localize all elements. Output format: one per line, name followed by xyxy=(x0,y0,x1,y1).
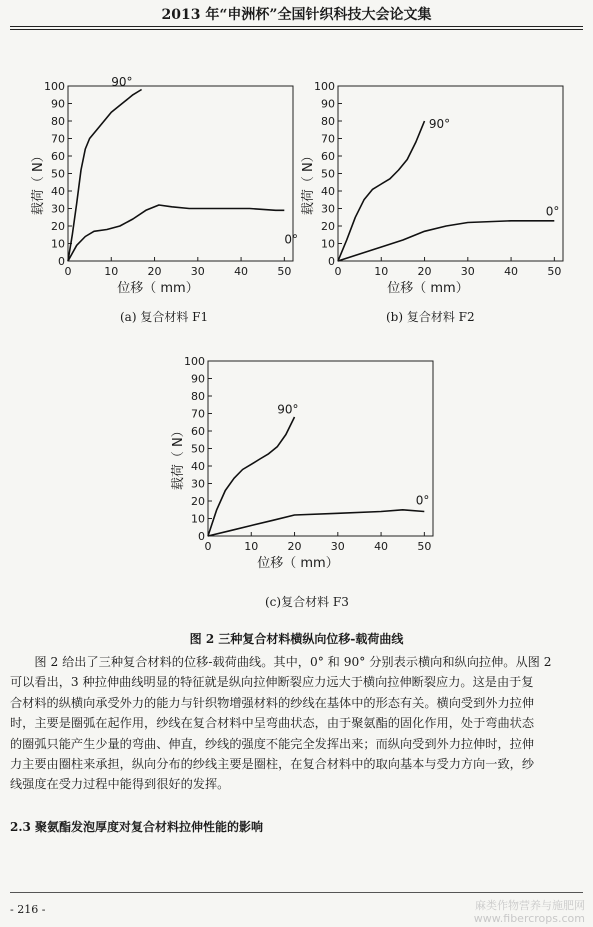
x-tick-label: 30 xyxy=(460,265,475,278)
y-tick-label: 60 xyxy=(321,150,335,163)
series-label-90: 90° xyxy=(277,402,299,417)
y-tick-label: 30 xyxy=(321,202,335,216)
chart-f3 xyxy=(170,355,440,605)
y-tick-label: 100 xyxy=(184,355,205,368)
y-tick-label: 30 xyxy=(51,202,65,216)
y-tick-label: 70 xyxy=(321,132,335,146)
paragraph-line: 图 2 给出了三种复合材料的位移-载荷曲线。其中，0° 和 90° 分别表示横向和纵向拉伸。从图 2 xyxy=(34,655,552,669)
watermark xyxy=(474,899,585,925)
paragraph-line: 合材料的纵横向承受外力的能力与针织物增强材料的纱线在基体中的形态有关。横向受到外力拉伸 xyxy=(10,695,535,710)
y-tick-label: 10 xyxy=(51,237,65,251)
y-tick-label: 40 xyxy=(191,460,205,473)
series-line-0 xyxy=(338,221,554,261)
figure-title: 图 2 三种复合材料横纵向位移-载荷曲线 xyxy=(189,632,404,646)
y-tick-label: 90 xyxy=(191,372,205,386)
x-tick-label: 10 xyxy=(374,265,389,278)
y-tick-label: 10 xyxy=(191,512,205,526)
x-tick-label: 50 xyxy=(417,540,432,553)
y-axis-label: 载荷（ N） xyxy=(31,149,46,216)
footer-rule xyxy=(10,892,583,893)
y-tick-label: 90 xyxy=(321,97,335,111)
x-tick-label: 10 xyxy=(244,540,259,553)
y-tick-label: 60 xyxy=(191,425,205,438)
y-tick-label: 0 xyxy=(328,255,335,268)
y-tick-label: 60 xyxy=(51,150,65,163)
paragraph-line: 的圈弧只能产生少量的弯曲、伸直，纱线的强度不能完全发挥出来；而纵向受到外力拉伸时，拉伸 xyxy=(10,736,535,751)
x-tick-label: 40 xyxy=(504,265,519,278)
running-header: 2013 年“申洲杯”全国针织科技大会论文集 xyxy=(161,7,432,23)
x-tick-label: 10 xyxy=(104,265,119,278)
y-axis-label: 载荷（ N） xyxy=(171,424,186,491)
series-line-0 xyxy=(68,205,284,261)
series-label-0: 0° xyxy=(415,493,430,508)
page-number: - 216 - xyxy=(10,903,46,916)
x-tick-label: 30 xyxy=(330,540,345,553)
watermark-line-2: www.fibercrops.com xyxy=(473,912,585,925)
y-tick-label: 70 xyxy=(191,407,205,421)
y-tick-label: 50 xyxy=(321,167,335,181)
chart-f2 xyxy=(300,80,570,330)
x-tick-label: 0 xyxy=(204,540,212,553)
y-tick-label: 100 xyxy=(44,80,65,93)
paragraph-line: 力主要由圈柱来承担，纵向分布的纱线主要是圈柱，在复合材料中的取向基本与受力方向一致，纱 xyxy=(10,757,535,772)
x-tick-label: 40 xyxy=(374,540,389,553)
series-line-90 xyxy=(68,90,142,262)
x-tick-label: 40 xyxy=(234,265,249,278)
series-label-0: 0° xyxy=(284,232,298,247)
y-tick-label: 20 xyxy=(191,495,205,508)
y-tick-label: 30 xyxy=(191,477,205,491)
x-tick-label: 50 xyxy=(547,265,562,278)
caption-f1: (a) 复合材料 F1 xyxy=(120,310,209,324)
y-tick-label: 10 xyxy=(321,237,335,251)
paragraph-line: 时，主要是圈弧在起作用，纱线在复合材料中呈弯曲状态，由于聚氨酯的固化作用，处于弯曲状态 xyxy=(10,716,535,731)
x-axis-label: 位移（ mm） xyxy=(387,281,469,296)
series-line-90 xyxy=(338,121,425,261)
x-tick-label: 0 xyxy=(334,265,342,278)
caption-f2: (b) 复合材料 F2 xyxy=(386,310,475,324)
x-axis-label: 位移（ mm） xyxy=(117,281,199,296)
y-tick-label: 20 xyxy=(321,220,335,233)
paragraph-line: 线强度在受力过程中能得到很好的发挥。 xyxy=(10,777,230,792)
y-tick-label: 80 xyxy=(321,115,335,128)
x-tick-label: 20 xyxy=(417,265,432,278)
header-rule-thin xyxy=(10,29,583,30)
watermark-line-1: 麻类作物营养与施肥网 xyxy=(475,899,585,912)
x-axis-label: 位移（ mm） xyxy=(257,556,339,571)
plot-frame xyxy=(338,86,563,261)
series-line-0 xyxy=(208,510,424,536)
y-tick-label: 0 xyxy=(58,255,65,268)
y-tick-label: 50 xyxy=(51,167,65,181)
y-tick-label: 40 xyxy=(51,185,65,198)
y-tick-label: 20 xyxy=(51,220,65,233)
paragraph-line: 可以看出，3 种拉伸曲线明显的特征就是纵向拉伸断裂应力远大于横向拉伸断裂应力。这是由于复 xyxy=(10,675,534,690)
y-tick-label: 0 xyxy=(198,530,205,543)
series-label-0: 0° xyxy=(545,204,560,219)
body-paragraph xyxy=(10,652,588,795)
y-tick-label: 40 xyxy=(321,185,335,198)
x-tick-label: 0 xyxy=(64,265,72,278)
y-tick-label: 100 xyxy=(314,80,335,93)
plot-frame xyxy=(68,86,293,261)
y-tick-label: 80 xyxy=(51,115,65,128)
section-heading: 2.3 聚氨酯发泡厚度对复合材料拉伸性能的影响 xyxy=(10,820,264,834)
y-tick-label: 90 xyxy=(51,97,65,111)
y-tick-label: 70 xyxy=(51,132,65,146)
series-label-90: 90° xyxy=(111,75,133,89)
x-tick-label: 30 xyxy=(190,265,205,278)
x-tick-label: 20 xyxy=(287,540,302,553)
header-rule xyxy=(10,26,583,27)
y-tick-label: 50 xyxy=(191,442,205,456)
caption-f3: (c)复合材料 F3 xyxy=(265,595,349,609)
x-tick-label: 20 xyxy=(147,265,162,278)
y-axis-label: 载荷（ N） xyxy=(301,149,316,216)
series-label-90: 90° xyxy=(428,117,451,131)
chart-f1 xyxy=(30,75,300,330)
x-tick-label: 50 xyxy=(277,265,292,278)
y-tick-label: 80 xyxy=(191,390,205,403)
